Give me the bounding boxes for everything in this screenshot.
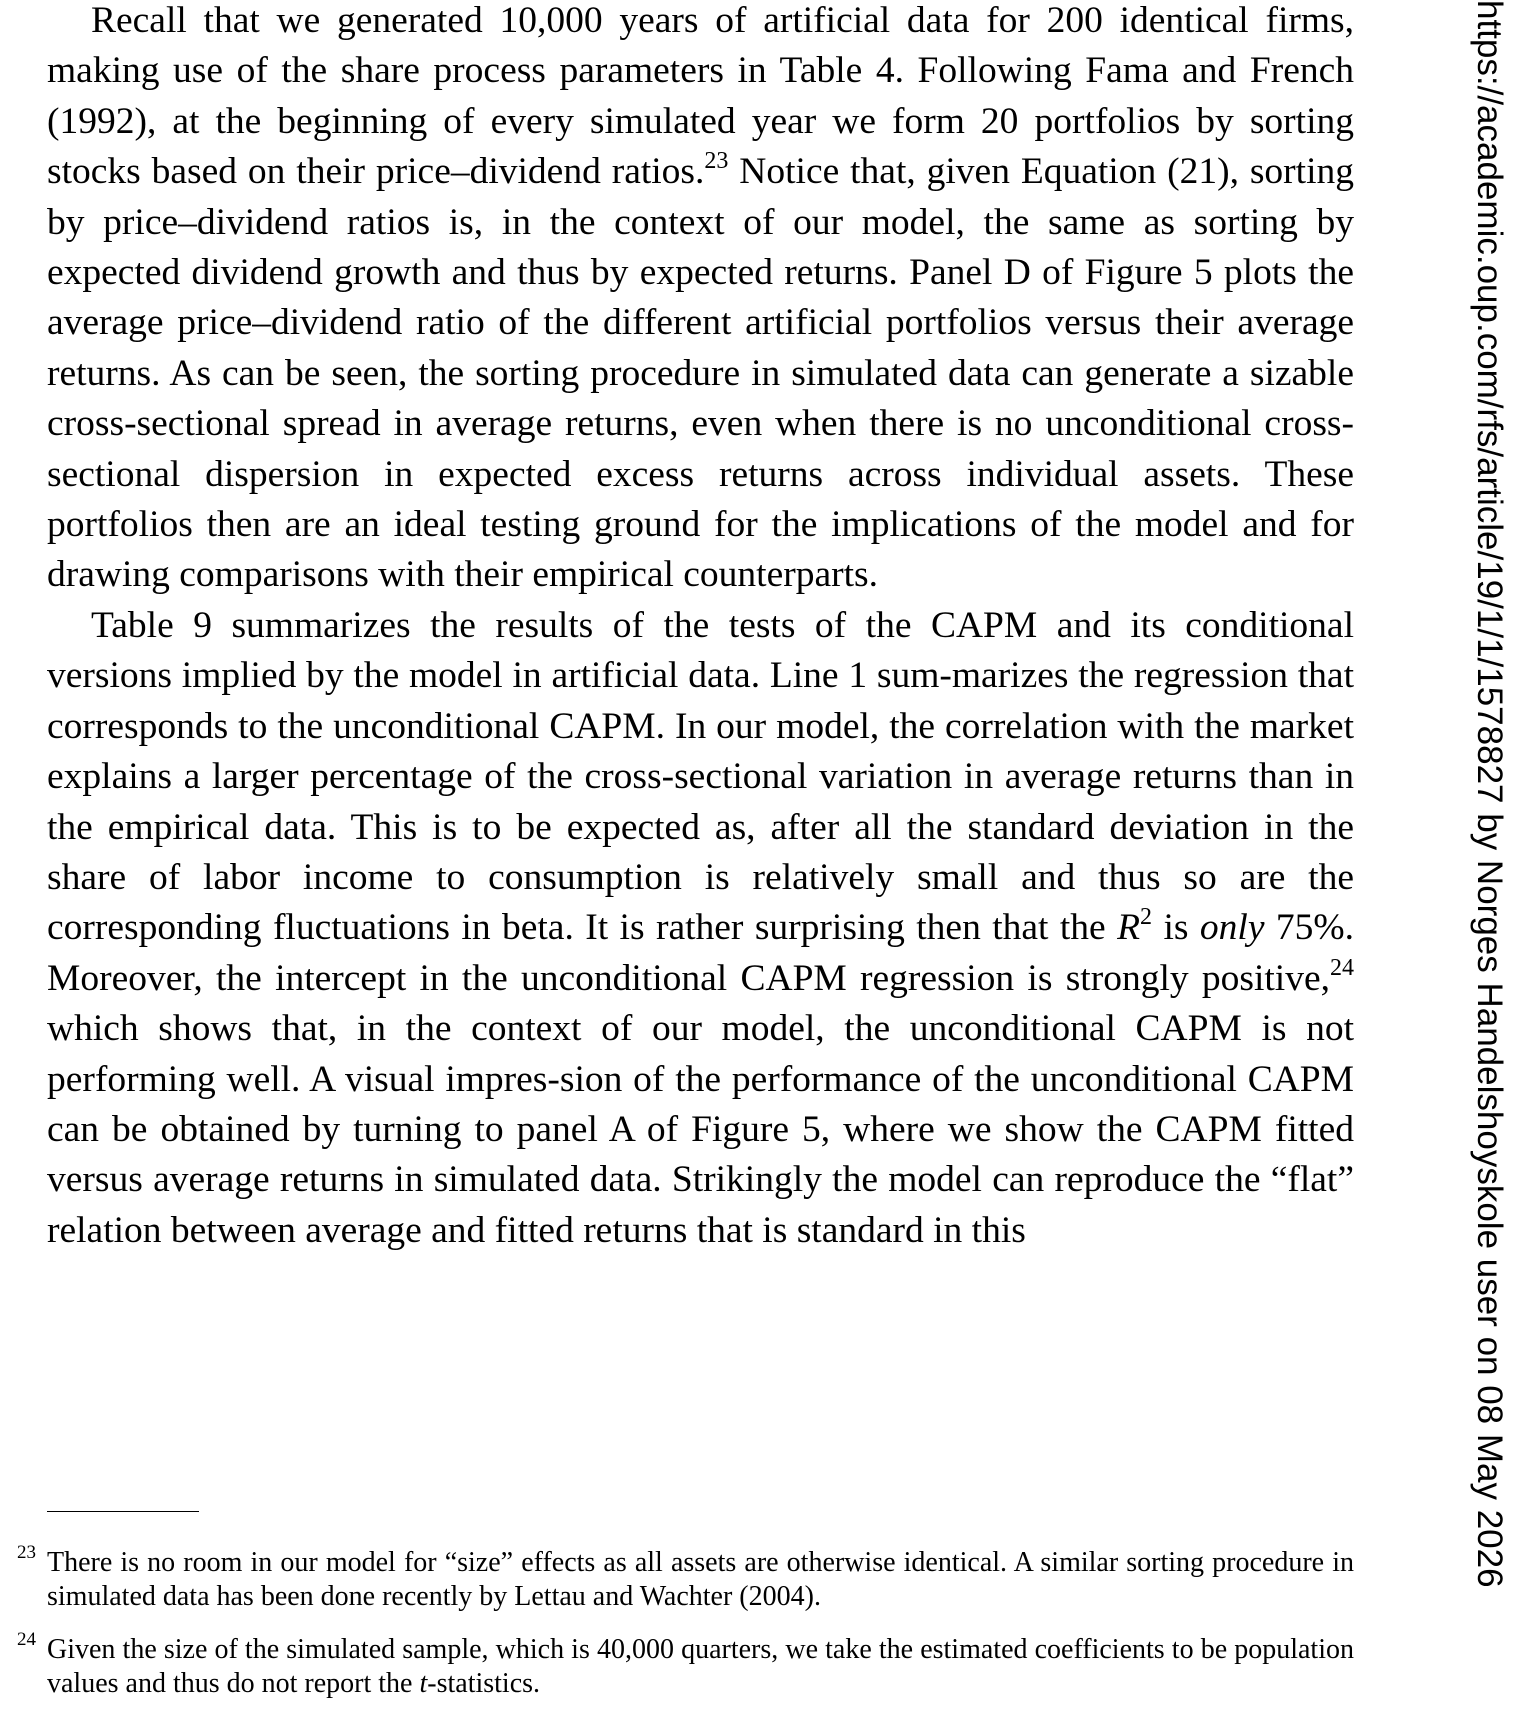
footnote-mark: 23 [17,1542,36,1563]
text-run: which shows that, in the context of our model, the unconditional CAPM is not performing well. A visual impres-sion of the performance of the unconditional CAPM can be obtained by turning to panel A of Figure 5, where we show the CAPM fitted versus average returns in simulated data. Strikingly the model can reproduce the “flat” relation between average and fitted returns that is standard in this [47,1008,1354,1251]
superscript: 2 [1140,904,1153,931]
text-run: Table 9 summarizes the results of the tests of the CAPM and its conditional versions implied by the model in artificial data. Line 1 sum-marizes the regression that corresponds to the unconditional CAPM. In our model, the correlation with the market explains a larger percentage of the cross-sectional variation in average returns than in the empirical data. This is to be expected as, after all the standard deviation in the share of labor income to consumption is relatively small and thus so are the corresponding fluctuations in beta. It is rather surprising then that the [47,604,1354,949]
footnote-text [47,1634,1354,1699]
footnote [17,1629,1354,1701]
superscript: 23 [704,148,729,175]
text-run: 75%. Moreover, the intercept in the unconditional CAPM regression is strongly positive, [47,907,1355,999]
footnote [17,1542,1354,1614]
superscript: 24 [1330,954,1354,981]
download-watermark: https://academic.oup.com/rfs/article/19/1/1/1578827 by Norges Handelshoyskole user on 08 May 2026 [1470,0,1509,1588]
text-run: Recall that we generated 10,000 years of artificial data for 200 identical firms, making use of the share process parameters in Table 4. Following Fama and French (1992), at the beginning of every simulated year we form 20 portfolios by sorting stocks based on their price–dividend ratios. [47,0,1354,193]
italic-text: t [419,1668,428,1699]
text-run: is [1152,907,1200,949]
body-text [47,0,1354,1256]
text-run: There is no room in our model for “size” effects as all assets are otherwise identical. A similar sorting procedure in simulated data has been done recently by Lettau and Wachter (2004). [47,1547,1354,1612]
footnote-divider [47,1511,199,1512]
text-run: -statistics. [427,1668,541,1699]
text-run: Given the size of the simulated sample, which is 40,000 quarters, we take the estimated coefficients to be population values and thus do not report the [47,1634,1354,1699]
text-run: Notice that, given Equation (21), sorting by price–dividend ratios is, in the context of our model, the same as sorting by expected dividend growth and thus by expected returns. Panel D of Figure 5 plots the average price–dividend ratio of the different artificial portfolios versus their average returns. As can be seen, the sorting procedure in simulated data can generate a sizable cross-sectional spread in average returns, even when there is no unconditional cross-sectional dispersion in expected excess returns across individual assets. These portfolios then are an ideal testing ground for the implications of the model and for drawing comparisons with their empirical counterparts. [47,151,1355,596]
paragraph [47,601,1354,1256]
footnotes [17,1542,1354,1720]
italic-text: only [1199,907,1265,949]
footnote-mark: 24 [17,1629,36,1650]
footnote-text [47,1547,1354,1612]
paragraph [47,0,1354,601]
italic-text: R [1117,907,1141,949]
